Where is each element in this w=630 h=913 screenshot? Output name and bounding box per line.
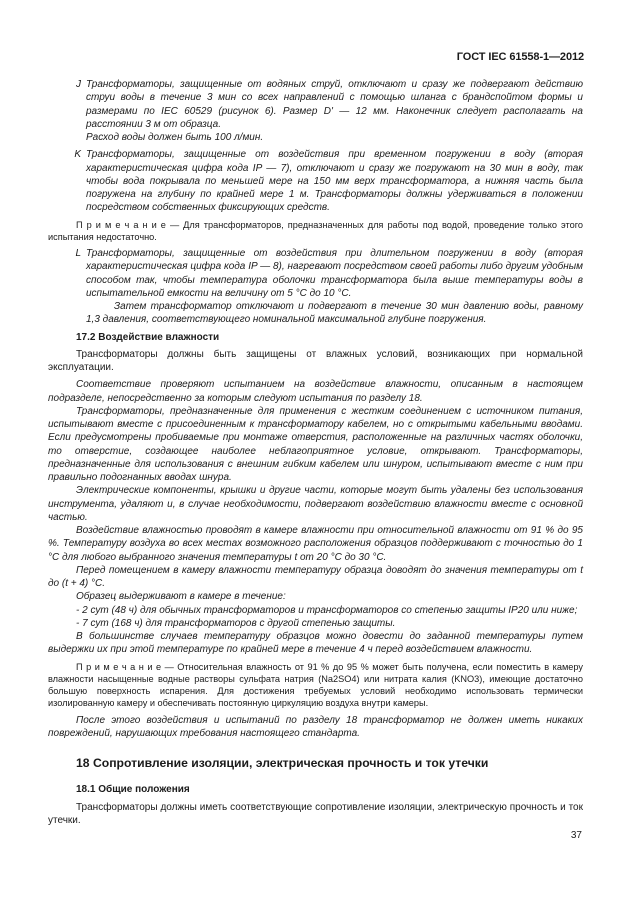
paragraph: - 7 сут (168 ч) для трансформаторов с другой степенью защиты. [76, 617, 396, 629]
note-1: П р и м е ч а н и е — Для трансформаторов, предназначенных для работы под водой, проведение только этого испытания недостаточно. [48, 219, 583, 242]
note-2: П р и м е ч а н и е — Относительная влажность от 91 % до 95 % может быть получена, если поместить в камеру влажности насыщенные водные растворы сульфата натрия (Na2SO4) или нитрата калия (KNO3), имеющие достаточно большую поверхность испарения. Для достижения требуемых условий необходимо использовать термически изолированную камеру и обеспечивать постоянную циркуляцию воздуха внутри камеры. [48, 661, 583, 709]
paragraph: Соответствие проверяют испытанием на воздействие влажности, описанным в настоящем подразделе, непосредственно за которым следуют испытания по разделу 18. [48, 379, 583, 404]
paragraph: Перед помещением в камеру влажности температуру образца доводят до значения температуры от t до (t + 4) °C. [48, 564, 583, 589]
item-letter: J [76, 79, 81, 90]
list-item-l [48, 247, 583, 327]
paragraph: - 2 сут (48 ч) для обычных трансформаторов и трансформаторов со степенью защиты IP20 или ниже; [76, 604, 578, 616]
item-letter: L [75, 248, 81, 259]
paragraph: Трансформаторы, предназначенные для применения с жестким соединением с источником питания, испытывают вместе с присоединенным к трансформатору кабелем, но с открытыми кабельными вводами. Если предусмотрены пробиваемые при монтаже отверстия, расположенные на различных частях оболочки, то отверстие, создающее наиболее неблагоприятное условие, открывают. Трансформаторы, предназначенные для использования с внешним гибким кабелем или шнуром, испытывают вместе с ним при правильно подогнанных вводах шнура. [48, 405, 583, 483]
standard-header: ГОСТ IEC 61558-1—2012 [456, 51, 584, 63]
section-18-1-heading: 18.1 Общие положения [76, 784, 190, 796]
item-letter: K [74, 149, 81, 161]
paragraph: Воздействие влажностью проводят в камере влажности при относительной влажности от 91 % до 95 %. Температуру воздуха во всех местах возможного расположения образцов поддерживают с точностью до 1 °C для любого выбранного значения температуры t от 20 °C до 30 °C. [48, 525, 583, 563]
paragraph: Трансформаторы должны быть защищены от влажных условий, возникающих при нормальной эксплуатации. [48, 348, 583, 373]
page-number: 37 [570, 830, 582, 841]
document-body [48, 78, 583, 827]
item-j-text2: Расход воды должен быть 100 л/мин. [86, 132, 264, 143]
item-l-text: Трансформаторы, защищенные от воздействия при длительном погружении в воду (вторая характеристическая цифра кода IP — 8), нагревают посредством своей работы либо другим удобным способом так, чтобы температура оболочки трансформатора была выше температуры воды в испытательной емкости на величину от 5 °C до 10 °C. [86, 248, 583, 299]
paragraph: Образец выдерживают в камере в течение: [76, 591, 286, 603]
section-18-heading: 18 Сопротивление изоляции, электрическая прочность и ток утечки [76, 756, 489, 770]
list-item-k [48, 148, 583, 214]
item-j-text: Трансформаторы, защищенные от водяных струй, отключают и сразу же подвергают действию струи воды в течение 3 мин со всех направлений с помощью шланга с брандспойтом формы и размерами по IEC 60529 (рисунок 6). Размер D' — 12 мм. Наконечник следует располагать на расстоянии 3 м от образца. [86, 79, 583, 130]
item-k-text: Трансформаторы, защищенные от воздействия при временном погружении в воду (вторая характеристическая цифра кода IP — 7), отключают и сразу же погружают на 30 мин в воду, так чтобы вода покрывала по меньшей мере на 150 мм верх трансформатора, а нижняя часть была погружена на глубину по крайней мере 1 м. Трансформаторы должны удерживаться в положении посредством собственных фиксирующих средств. [86, 149, 583, 214]
list-item-j [48, 78, 583, 144]
paragraph: Трансформаторы должны иметь соответствующие сопротивление изоляции, электрическую прочность и ток утечки. [48, 801, 583, 826]
paragraph: Электрические компоненты, крышки и другие части, которые могут быть удалены без использования инструмента, удаляют и, в случае необходимости, подвергают воздействию влажности вместе с основной частью. [48, 485, 583, 523]
section-17-2-heading: 17.2 Воздействие влажности [76, 331, 220, 343]
paragraph: В большинстве случаев температуру образцов можно довести до заданной температуры путем выдержки их при этой температуре по крайней мере в течение 4 ч перед воздействием влажности. [48, 631, 583, 656]
paragraph: После этого воздействия и испытаний по разделу 18 трансформатор не должен иметь никаких повреждений, нарушающих требования настоящего стандарта. [48, 714, 583, 739]
item-l-text2: Затем трансформатор отключают и подвергают в течение 30 мин давлению воды, равному 1,3 давления, соответствующего номинальной максимальной глубине погружения. [86, 301, 583, 326]
